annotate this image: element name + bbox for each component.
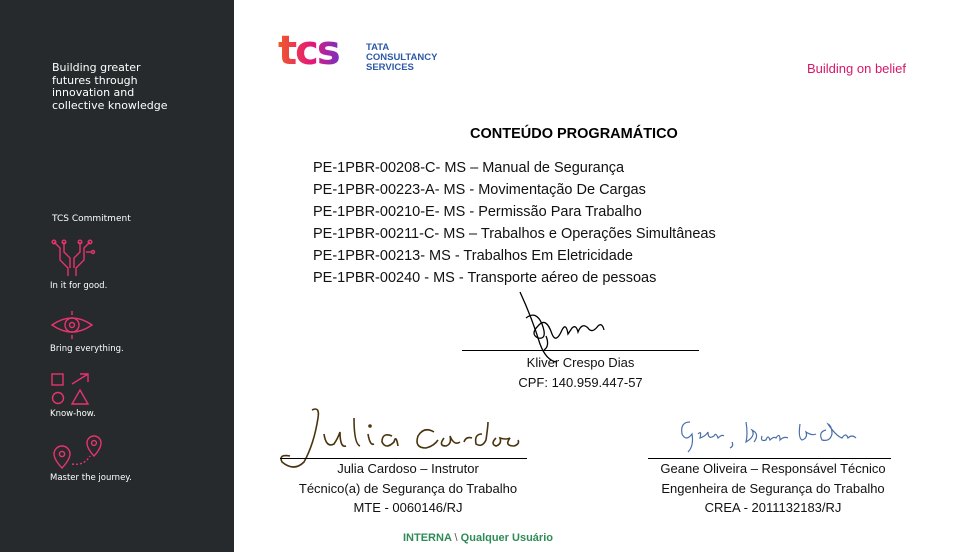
commitment-item-know-how — [50, 372, 220, 419]
instructor-role: Técnico(a) de Segurança do Trabalho — [298, 480, 518, 496]
circuit-hand-icon — [50, 238, 96, 278]
instructor-registration: MTE - 0060146/RJ — [353, 500, 463, 515]
participant-name: Kliver Crespo Dias — [526, 355, 635, 370]
content-title: CONTEÚDO PROGRAMÁTICO — [470, 126, 678, 142]
classification-label — [403, 532, 553, 544]
course-item: PE-1PBR-00223-A- MS - Movimentação De Cargas — [313, 182, 646, 198]
commitment-label: Master the journey. — [50, 473, 132, 483]
classification-level: INTERNA — [403, 532, 452, 544]
technical-registration: CREA - 2011132183/RJ — [704, 500, 842, 515]
tcs-logo-name: TATA CONSULTANCY SERVICES — [366, 42, 438, 73]
technical-block — [636, 459, 910, 518]
participant-block — [480, 353, 681, 392]
technical-name: Geane Oliveira – Responsável Técnico — [660, 461, 886, 476]
sidebar-tagline: Building greater futures through innovation and collective knowledge — [52, 61, 168, 112]
technical-signature — [676, 416, 866, 456]
participant-id: CPF: 140.959.447-57 — [518, 374, 643, 390]
instructor-block — [272, 459, 544, 518]
eye-target-icon — [50, 309, 96, 341]
course-item: PE-1PBR-00211-C- MS – Trabalhos e Operações Simultâneas — [313, 226, 716, 242]
commitment-title: TCS Commitment — [52, 214, 131, 224]
instructor-name: Julia Cardoso – Instrutor — [337, 461, 479, 476]
course-list — [313, 157, 716, 289]
commitment-item-bring-everything — [50, 309, 220, 354]
tcs-logo-word: tcs — [278, 28, 339, 74]
classification-separator: \ — [454, 532, 458, 544]
course-item: PE-1PBR-00240 - MS - Transporte aéreo de pessoas — [313, 270, 657, 286]
commitment-item-master-the-journey — [50, 434, 220, 483]
commitment-item-in-it-for-good — [50, 238, 220, 291]
commitment-label: Know-how. — [50, 409, 96, 419]
course-item: PE-1PBR-00208-C- MS – Manual de Segurança — [313, 160, 625, 176]
sidebar — [0, 0, 234, 505]
commitment-label: In it for good. — [50, 281, 108, 291]
course-item: PE-1PBR-00210-E- MS - Permissão Para Trabalho — [313, 204, 642, 220]
commitment-label: Bring everything. — [50, 344, 124, 354]
sidebar-bottom — [0, 505, 234, 552]
brand-slogan: Building on belief — [807, 61, 907, 76]
map-pins-icon — [50, 434, 106, 470]
participant-signature-line — [462, 350, 699, 351]
technical-role: Engenheira de Segurança do Trabalho — [661, 480, 885, 496]
course-item: PE-1PBR-00213- MS - Trabalhos Em Eletricidade — [313, 248, 633, 264]
shapes-icon — [50, 372, 96, 406]
classification-scope: Qualquer Usuário — [460, 532, 553, 544]
